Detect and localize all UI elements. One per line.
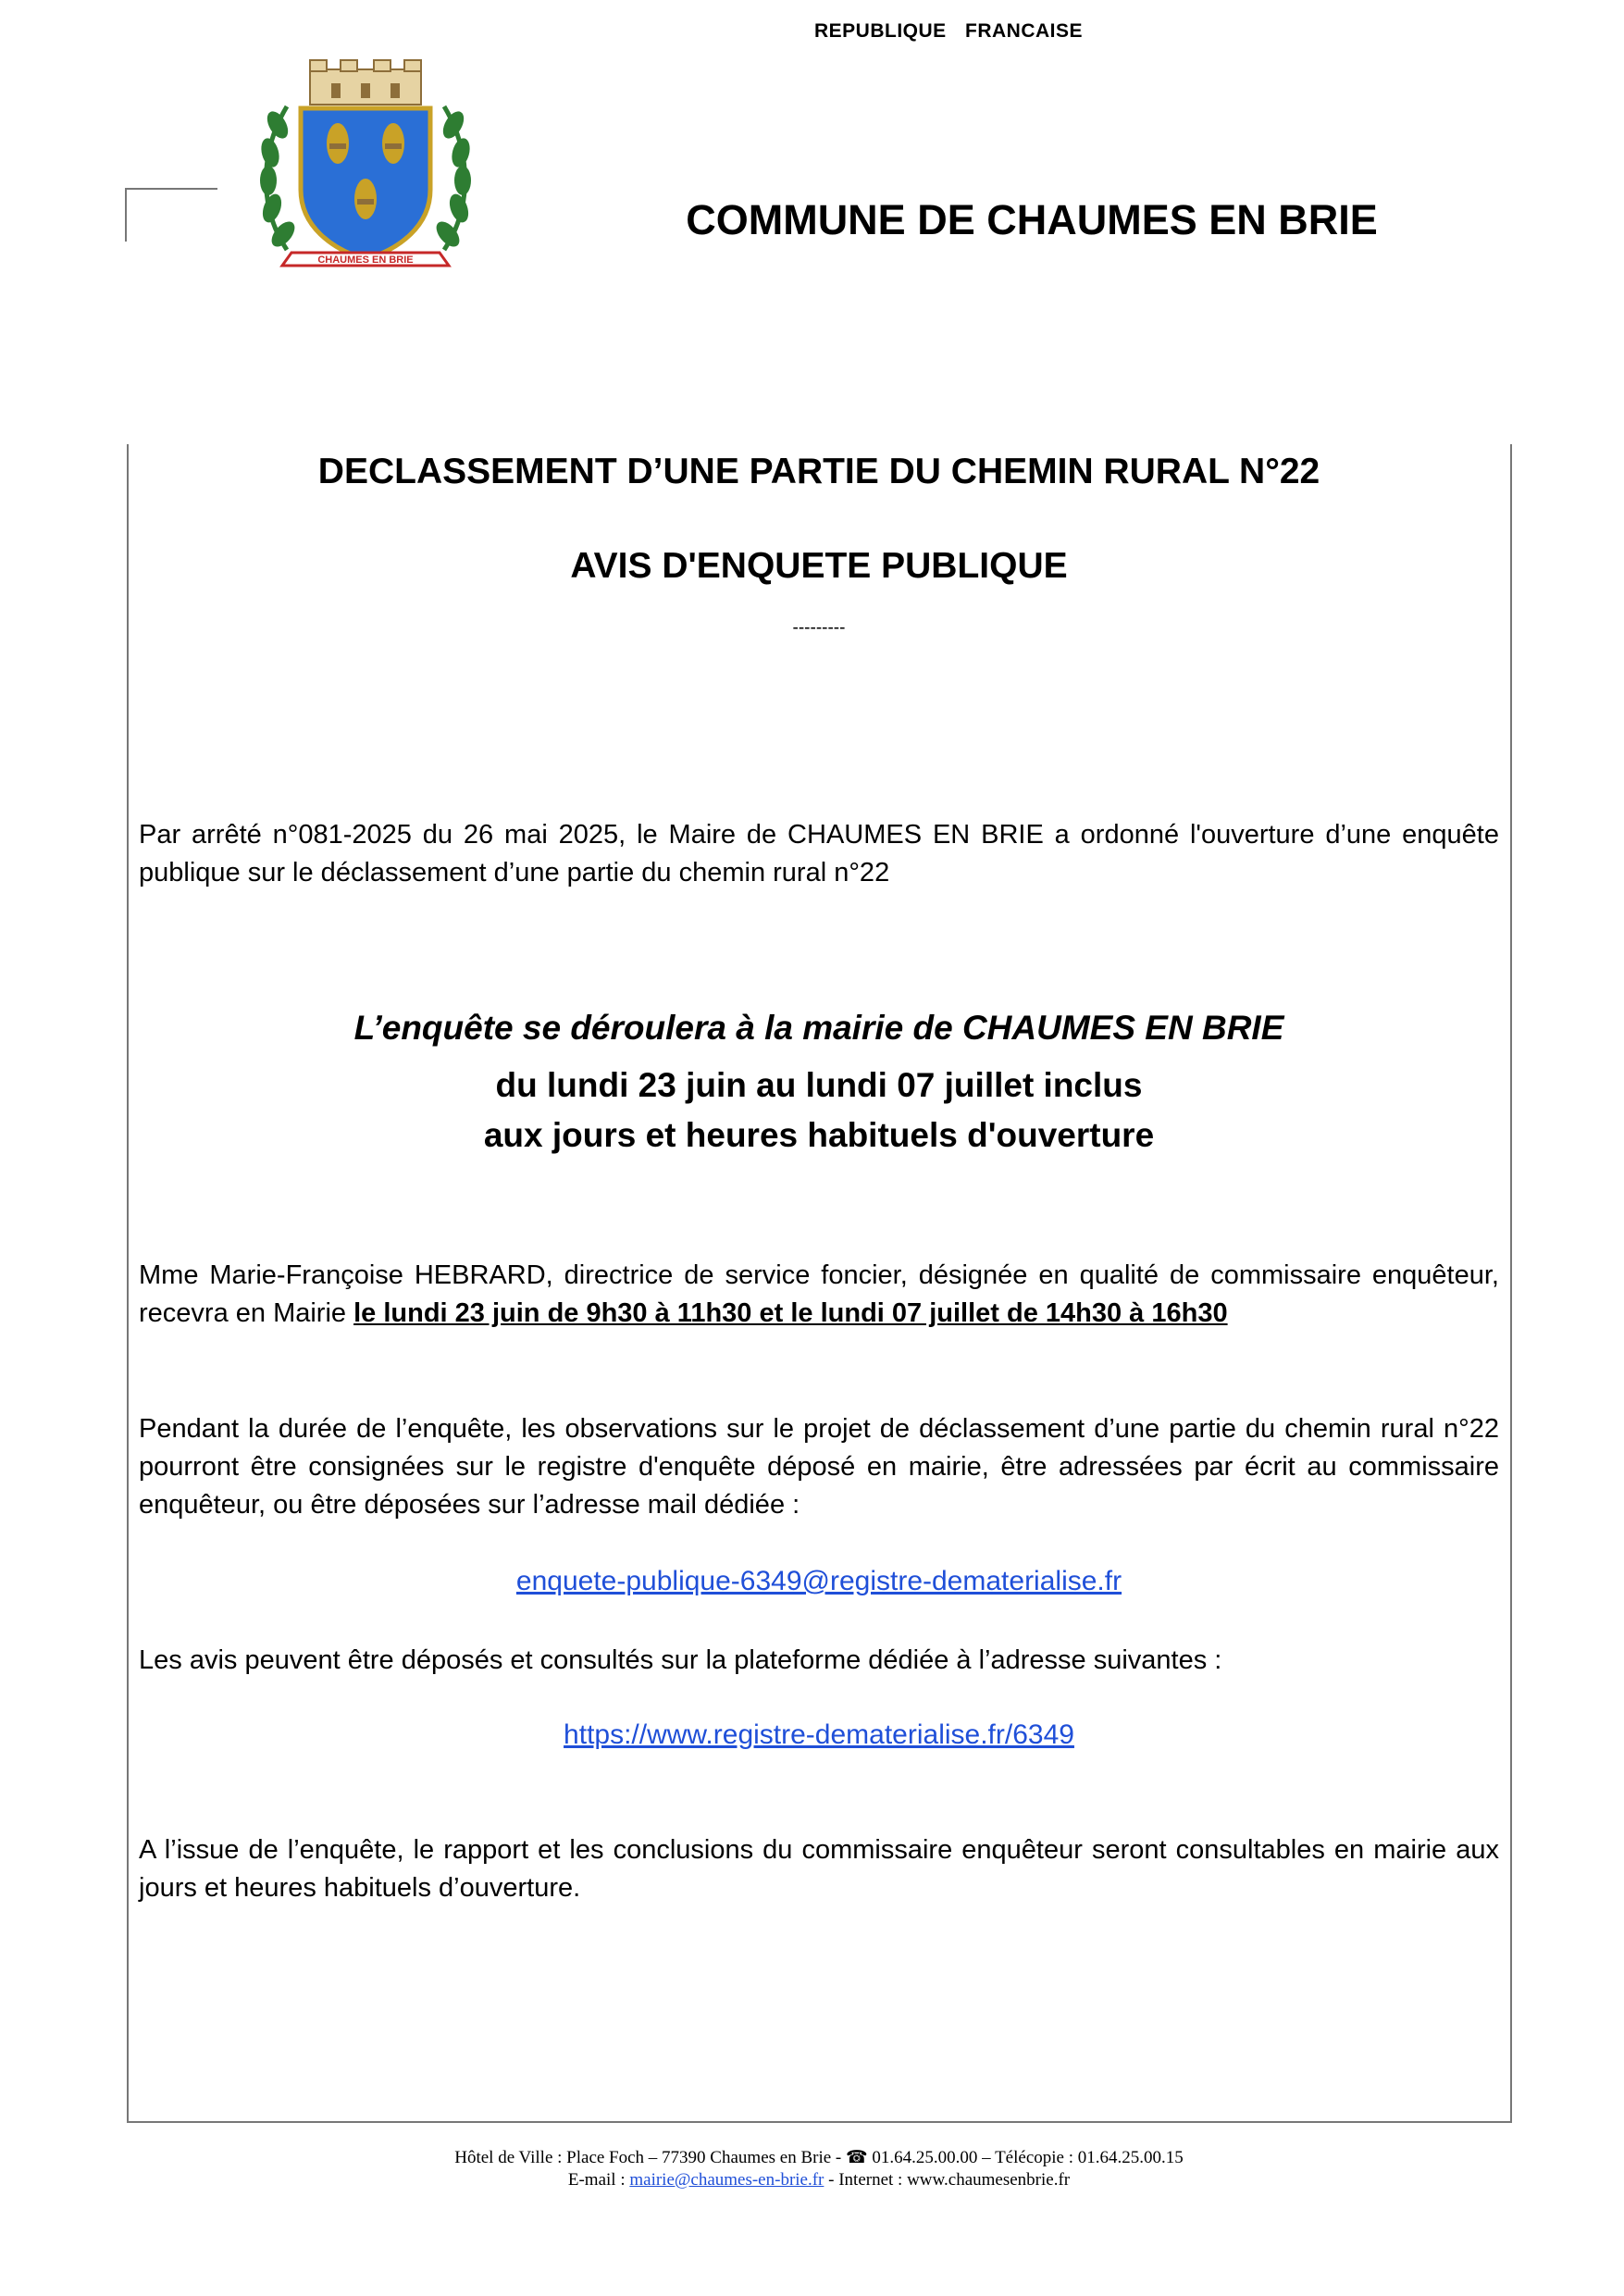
notice-subtitle: AVIS D'ENQUETE PUBLIQUE [570, 546, 1068, 586]
footer-internet: - Internet : www.chaumesenbrie.fr [824, 2170, 1071, 2190]
registre-url-link[interactable]: https://www.registre-dematerialise.fr/6349 [564, 1719, 1074, 1750]
corner-mark-vertical [125, 188, 127, 242]
issue-paragraph: A l’issue de l’enquête, le rapport et les conclusions du commissaire enquêteur seront consultables en mairie aux jours et heures habituels d’ouverture. [139, 1835, 1499, 1903]
enquete-location: L’enquête se déroulera à la mairie de CHAUMES EN BRIE [353, 1009, 1284, 1047]
footer-email-label: E-mail : [567, 2170, 630, 2190]
notice-title: DECLASSEMENT D’UNE PARTIE DU CHEMIN RURAL N°22 [317, 452, 1320, 491]
enquete-email-container [130, 1566, 1508, 1597]
footer-contact [130, 2169, 1508, 2191]
republique-francaise-heading: REPUBLIQUE FRANCAISE [814, 20, 1084, 42]
intro-paragraph: Par arrêté n°081-2025 du 26 mai 2025, le Maire de CHAUMES EN BRIE a ordonné l'ouverture d’une enquête publique sur le déclassement d’une partie du chemin rural n°22 [139, 820, 1499, 887]
commissaire-paragraph [139, 1257, 1499, 1333]
footer [130, 2147, 1508, 2191]
commissaire-text: Mme Marie-Françoise HEBRARD, directrice de service foncier, désignée en qualité de commissaire enquêteur, recevra en Mairie [139, 1260, 1499, 1328]
registre-url-container [130, 1719, 1508, 1751]
commissaire-permanences: le lundi 23 juin de 9h30 à 11h30 et le lundi 07 juillet de 14h30 à 16h30 [353, 1298, 1228, 1328]
commune-title: COMMUNE DE CHAUMES EN BRIE [686, 196, 1378, 243]
observations-paragraph: Pendant la durée de l’enquête, les observations sur le projet de déclassement d’une partie du chemin rural n°22 pourront être consignées sur le registre d'enquête déposé en mairie, être adressées par écrit au commissaire enquêteur, ou être déposées sur l’adresse mail dédiée : [139, 1414, 1499, 1520]
town-crest-icon [250, 51, 481, 278]
footer-address: Hôtel de Ville : Place Foch – 77390 Chaumes en Brie - ☎ 01.64.25.00.00 – Télécopie : 01.64.25.00.15 [454, 2148, 1184, 2167]
enquete-email-link[interactable]: enquete-publique-6349@registre-dematerialise.fr [515, 1566, 1122, 1596]
corner-mark-horizontal [125, 188, 217, 190]
enquete-dates: du lundi 23 juin au lundi 07 juillet inclus [495, 1066, 1143, 1104]
separator: --------- [792, 618, 846, 638]
footer-email-link[interactable]: mairie@chaumes-en-brie.fr [629, 2170, 824, 2190]
crest-ribbon-text: CHAUMES EN BRIE [317, 254, 414, 266]
enquete-hours: aux jours et heures habituels d'ouverture [483, 1116, 1155, 1154]
avis-paragraph: Les avis peuvent être déposés et consultés sur la plateforme dédiée à l’adresse suivantes : [139, 1645, 1222, 1675]
